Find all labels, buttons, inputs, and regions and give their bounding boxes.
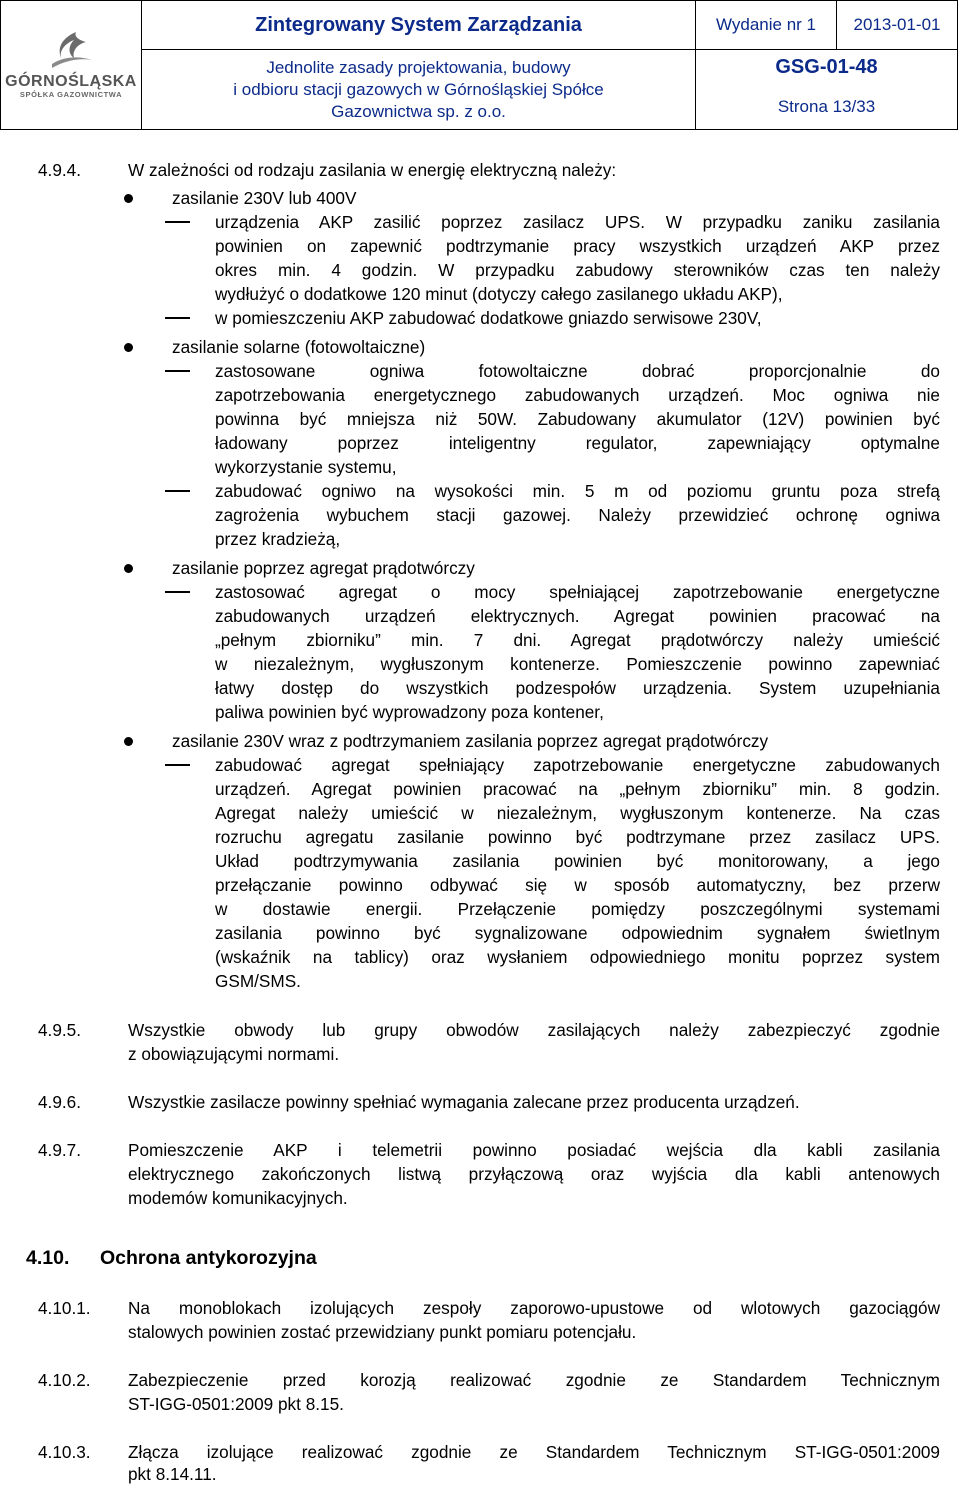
list-item: zasilanie 230V wraz z podtrzymaniem zasilania poprzez agregat prądotwórczy <box>172 731 769 751</box>
document-header <box>0 0 958 130</box>
paragraph-line: przez kradzieżą, <box>215 529 341 549</box>
paragraph-line: „pełnym zbiorniku” min. 7 dni. Agregat prądotwórczy należy umieścić <box>215 630 940 650</box>
paragraph-line: w pomieszczeniu AKP zabudować dodatkowe gniazdo serwisowe 230V, <box>215 308 762 328</box>
paragraph-line: rozruchu agregatu zasilanie powinno być podtrzymane przez zasilacz UPS. <box>215 827 940 847</box>
paragraph-line: zasilania powinno być sygnalizowane odpowiednim sygnałem świetlnym <box>215 923 940 943</box>
logo-name: GÓRNOŚLĄSKA <box>5 73 137 90</box>
paragraph-line: Złącza izolujące realizować zgodnie ze Standardem Technicznym ST-IGG-0501:2009 <box>128 1442 940 1462</box>
paragraph-line: wydłużyć o dodatkowe 120 minut (dotyczy całego zasilanego układu AKP), <box>215 284 783 304</box>
paragraph-line: pkt 8.14.11. <box>128 1464 217 1484</box>
document-title <box>142 50 696 130</box>
edition-number: Wydanie nr 1 <box>696 1 837 50</box>
section-number: 4.10.1. <box>38 1298 91 1318</box>
document-number: GSG-01-48 <box>775 56 878 78</box>
bullet-icon <box>124 737 133 746</box>
document-title-line: Gazownictwa sp. z o.o. <box>331 101 506 121</box>
paragraph-line: zabudować agregat spełniający zapotrzebowanie energetyczne zabudowanych <box>215 755 940 775</box>
paragraph-line: Agregat należy umieścić w niezależnym, wygłuszonym kontenerze. Na czas <box>215 803 940 823</box>
paragraph-line: przełączanie powinno odbywać się w sposób automatyczny, bez przerw <box>215 875 940 895</box>
paragraph-line: zastosowane ogniwa fotowoltaiczne dobrać proporcjonalnie do <box>215 361 940 381</box>
bullet-icon <box>124 564 133 573</box>
logo-subtitle: SPÓŁKA GAZOWNICTWA <box>19 90 123 99</box>
bullet-icon <box>124 194 133 203</box>
section-number: 4.9.6. <box>38 1092 82 1112</box>
section-title: W zależności od rodzaju zasilania w energię elektryczną należy: <box>128 160 617 180</box>
paragraph-line: stalowych powinien zostać przewidziany punkt pomiaru potencjału. <box>128 1322 637 1342</box>
paragraph-line: Na monoblokach izolujących zespoły zaporowo-upustowe od wlotowych gazociągów <box>128 1298 940 1318</box>
paragraph-line: w niezależnym, wygłuszonym kontenerze. Pomieszczenie powinno zapewniać <box>215 654 940 674</box>
paragraph-line: wykorzystanie systemu, <box>215 457 397 477</box>
paragraph-line: GSM/SMS. <box>215 971 301 991</box>
document-title-line: i odbioru stacji gazowych w Górnośląskiej Spółce <box>233 79 604 99</box>
paragraph-line: modemów komunikacyjnych. <box>128 1188 348 1208</box>
page-number: Strona 13/33 <box>777 97 876 116</box>
paragraph-line: łatwy dostęp do wszystkich podzespołów urządzenia. System uzupełniania <box>215 678 940 698</box>
dash-icon <box>165 317 190 319</box>
paragraph-line: paliwa powinien być wyprowadzony poza kontener, <box>215 702 604 722</box>
issue-date: 2013-01-01 <box>837 1 958 50</box>
paragraph-line: powinien on zapewnić podtrzymanie pracy wszystkich urządzeń AKP przez <box>215 236 940 256</box>
paragraph-line: Wszystkie zasilacze powinny spełniać wymagania zalecane przez producenta urządzeń. <box>128 1092 800 1112</box>
document-title-line: Jednolite zasady projektowania, budowy <box>266 57 571 77</box>
paragraph-line: w dostawie energii. Przełączenie pomiędzy poszczególnymi systemami <box>215 899 940 919</box>
gas-flame-logo-icon <box>48 30 94 70</box>
dash-icon <box>165 221 190 223</box>
paragraph-line: Układ podtrzymywania zasilania powinien być monitorowany, a jego <box>215 851 940 871</box>
section-number: 4.10.2. <box>38 1370 91 1390</box>
paragraph-line: elektrycznego zakończonych listwą przyłączową oraz wyjścia dla kabli antenowych <box>128 1164 940 1184</box>
dash-icon <box>165 370 190 372</box>
paragraph-line: okres min. 4 godzin. W przypadku zabudowy sterowników czas ten należy <box>215 260 940 280</box>
paragraph-line: z obowiązującymi normami. <box>128 1044 340 1064</box>
dash-icon <box>165 764 190 766</box>
paragraph-line: zabudowanych urządzeń elektrycznych. Agregat powinien pracować na <box>215 606 940 626</box>
bullet-icon <box>124 343 133 352</box>
paragraph-line: ładowany poprzez inteligentny regulator, zapewniający optymalne <box>215 433 940 453</box>
doc-number-page-cell <box>696 50 958 130</box>
section-number: 4.10.3. <box>38 1442 91 1462</box>
list-item: zasilanie solarne (fotowoltaiczne) <box>172 337 426 357</box>
paragraph-line: ST-IGG-0501:2009 pkt 8.15. <box>128 1394 344 1414</box>
dash-icon <box>165 591 190 593</box>
paragraph-line: urządzenia AKP zasilić poprzez zasilacz UPS. W przypadku zaniku zasilania <box>215 212 940 232</box>
list-item: zasilanie poprzez agregat prądotwórczy <box>172 558 475 578</box>
paragraph-line: Wszystkie obwody lub grupy obwodów zasilających należy zabezpieczyć zgodnie <box>128 1020 940 1040</box>
system-title: Zintegrowany System Zarządzania <box>142 1 696 50</box>
section-number: 4.9.5. <box>38 1020 82 1040</box>
paragraph-line: Zabezpieczenie przed korozją realizować zgodnie ze Standardem Technicznym <box>128 1370 940 1390</box>
paragraph-line: zapotrzebowania energetycznego zabudowanych urządzeń. Moc ogniwa nie <box>215 385 940 405</box>
paragraph-line: urządzeń. Agregat powinien pracować na „pełnym zbiorniku” min. 8 godzin. <box>215 779 940 799</box>
section-heading-number: 4.10. <box>26 1247 70 1269</box>
paragraph-line: zabudować ogniwo na wysokości min. 5 m od poziomu gruntu poza strefą <box>215 481 940 501</box>
company-logo <box>1 1 142 130</box>
paragraph-line: (wskaźnik na tablicy) oraz wysłaniem odpowiedniego monitu poprzez system <box>215 947 940 967</box>
section-heading: Ochrona antykorozyjna <box>100 1247 317 1269</box>
list-item: zasilanie 230V lub 400V <box>172 188 357 208</box>
section-number: 4.9.7. <box>38 1140 82 1160</box>
paragraph-line: powinna być mniejsza niż 50W. Zabudowany akumulator (12V) powinien być <box>215 409 940 429</box>
paragraph-line: zastosować agregat o mocy spełniającej zapotrzebowanie energetyczne <box>215 582 940 602</box>
paragraph-line: zagrożenia wybuchem stacji gazowej. Należy przewidzieć ochronę ogniwa <box>215 505 940 525</box>
paragraph-line: Pomieszczenie AKP i telemetrii powinno posiadać wejścia dla kabli zasilania <box>128 1140 940 1160</box>
section-number: 4.9.4. <box>38 160 82 180</box>
dash-icon <box>165 490 190 492</box>
